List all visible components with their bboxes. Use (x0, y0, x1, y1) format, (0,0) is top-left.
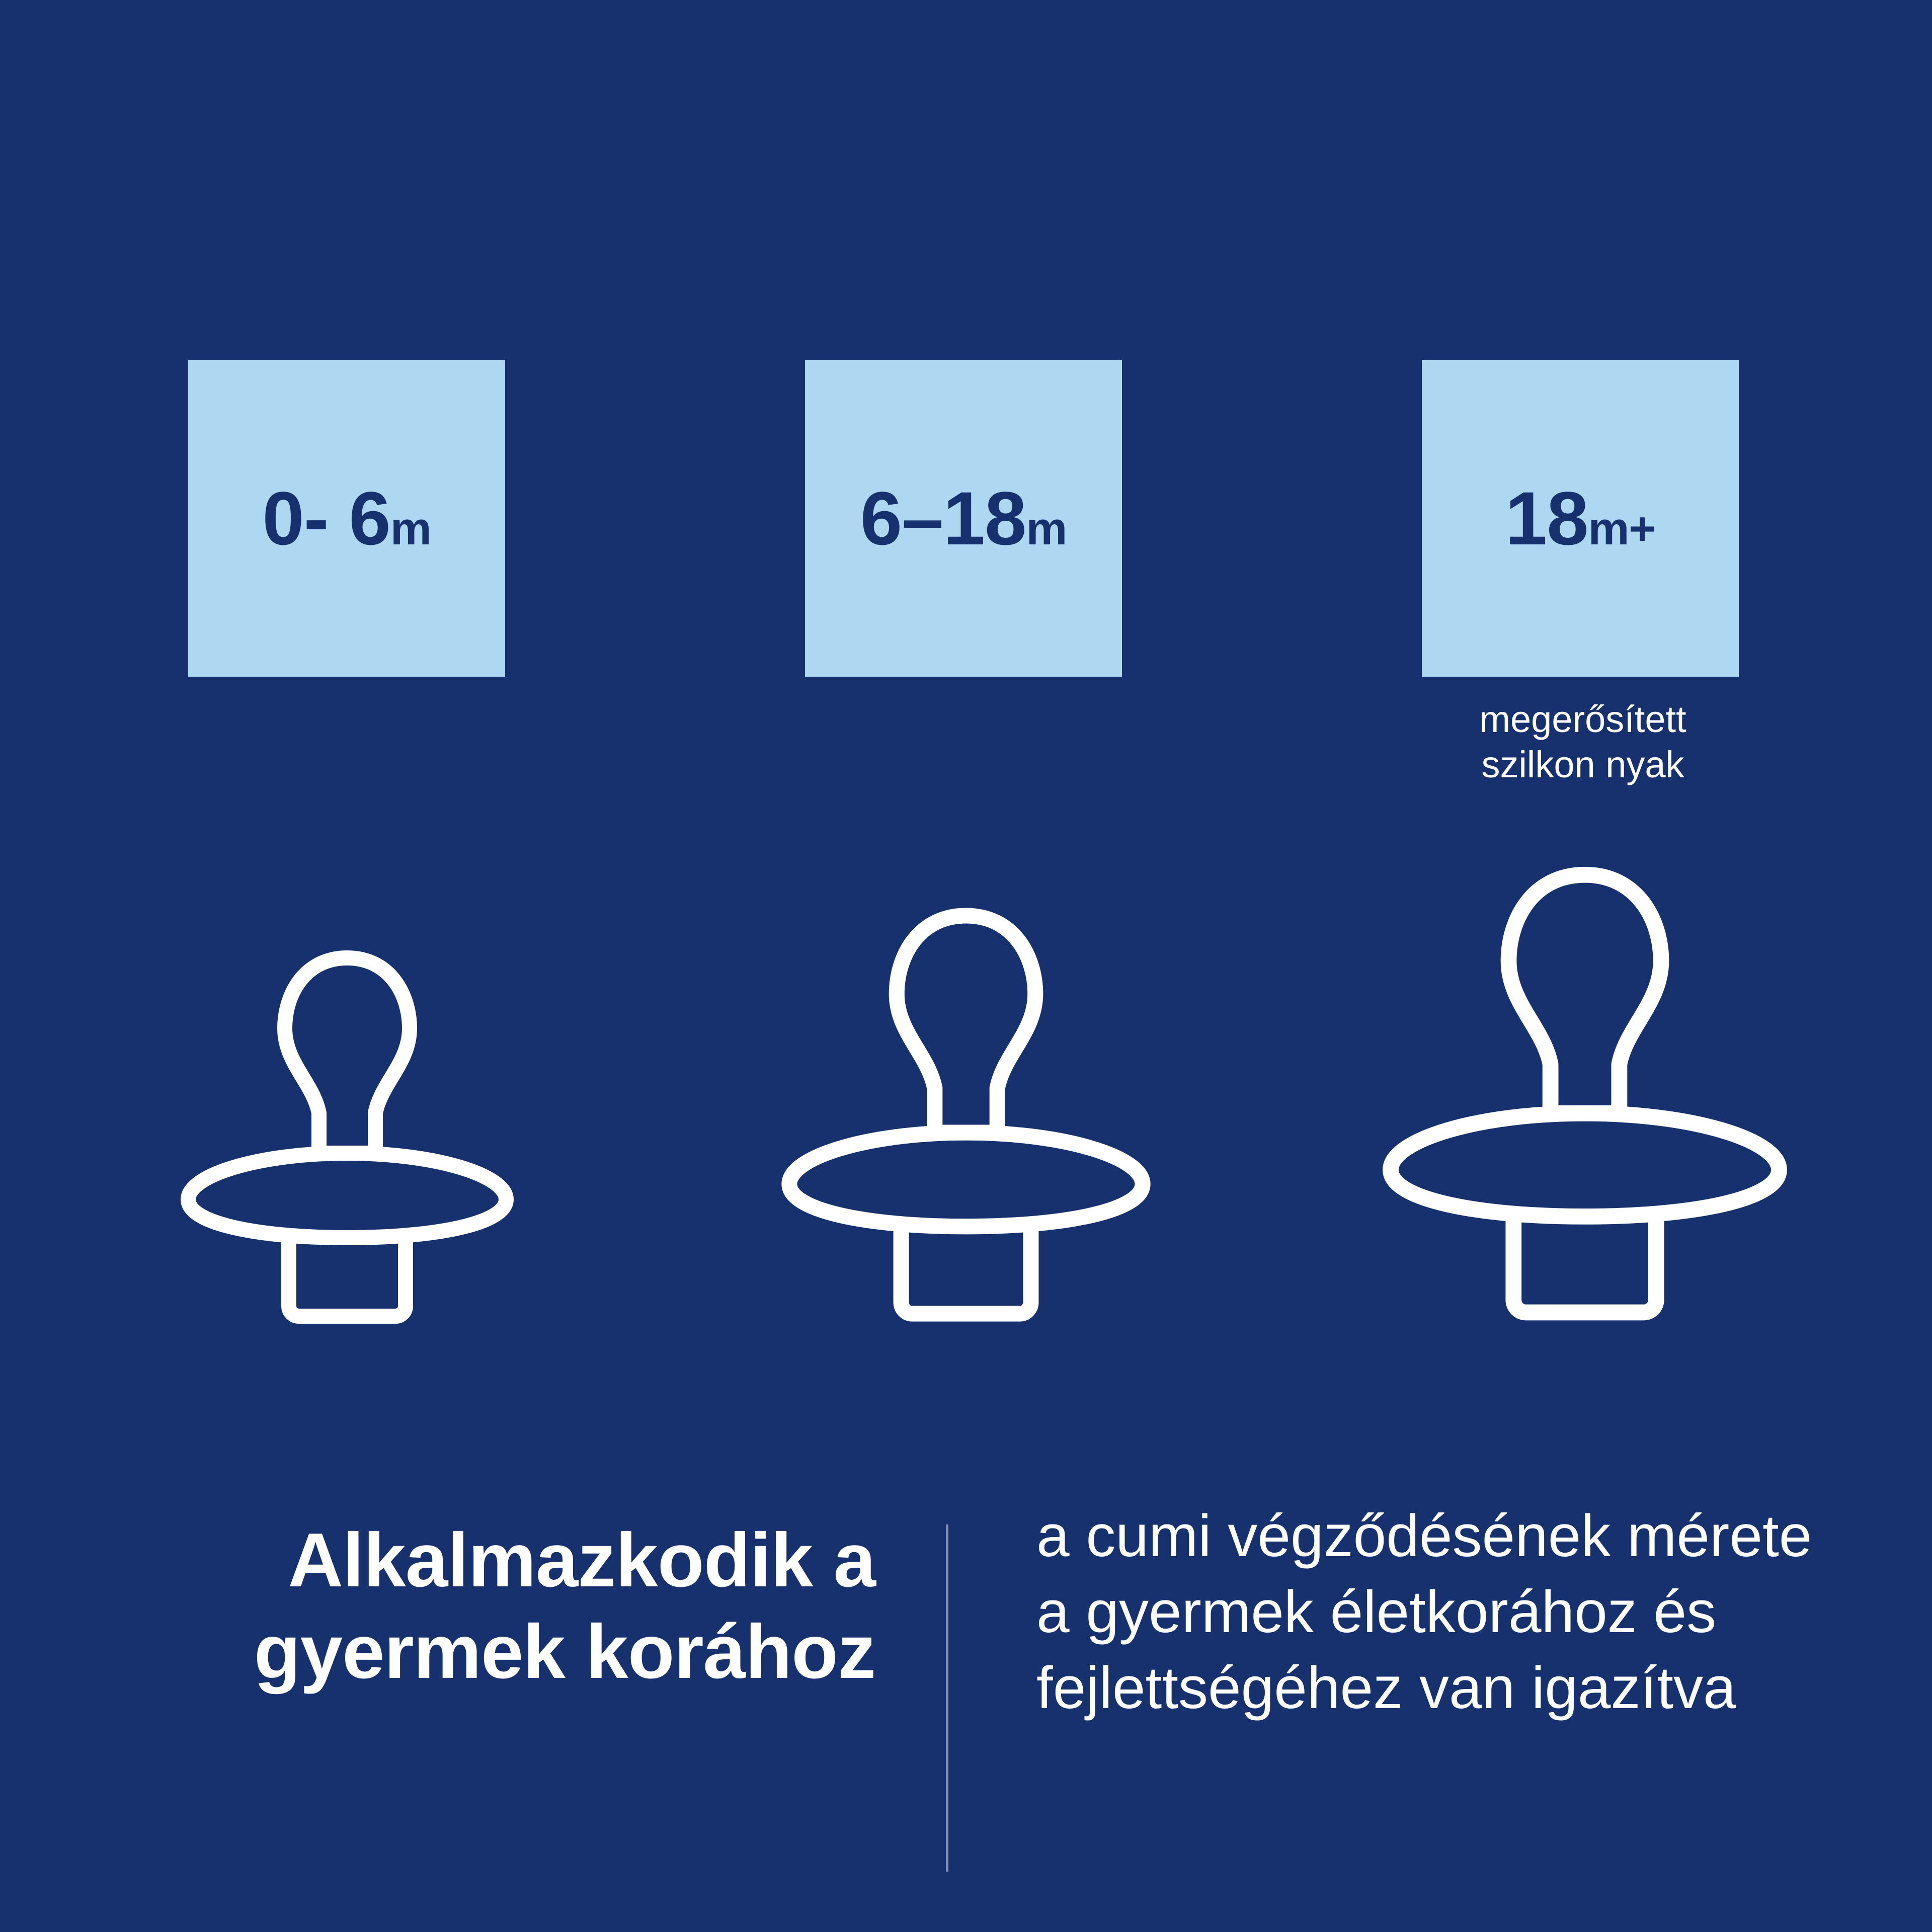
age-badge-box (805, 360, 1122, 677)
vertical-divider (946, 1524, 948, 1872)
age-badge-text (262, 476, 431, 560)
age-badge-group-0-6m (188, 360, 510, 697)
pacifier-slot-large (1358, 855, 1811, 1333)
age-badge-unit: m (390, 503, 431, 554)
age-badge-group-18m-plus (1422, 360, 1744, 788)
age-badge-note: megerősített szilkon nyak (1479, 698, 1686, 786)
subtext: a cumi végződésének mérete a gyermek életkorához és fejlettségéhez van igazítva (1036, 1503, 1812, 1722)
age-badge-text (1505, 476, 1656, 560)
age-badge-box (188, 360, 505, 677)
age-badge-unit: m+ (1588, 503, 1656, 554)
bottom-text-block (0, 1489, 1932, 1907)
age-badge-row (0, 360, 1932, 786)
age-badge-text (860, 476, 1067, 560)
age-badge-value: 18 (1505, 476, 1588, 560)
age-badge-value: 0- 6 (262, 476, 390, 560)
pacifier-slot-medium (740, 855, 1192, 1333)
headline: Alkalmazkodik a gyermek korához (254, 1517, 875, 1695)
age-badge-box (1422, 360, 1739, 677)
age-badge-unit: m (1026, 503, 1067, 554)
age-badge-group-6-18m (805, 360, 1127, 697)
pacifier-icon-small (166, 936, 528, 1333)
age-badge-value: 6–18 (860, 476, 1026, 560)
pacifier-slot-small (121, 855, 574, 1333)
pacifier-icon-medium (765, 891, 1167, 1333)
pacifier-icon-row (0, 855, 1932, 1358)
pacifier-icon-large (1363, 848, 1806, 1333)
